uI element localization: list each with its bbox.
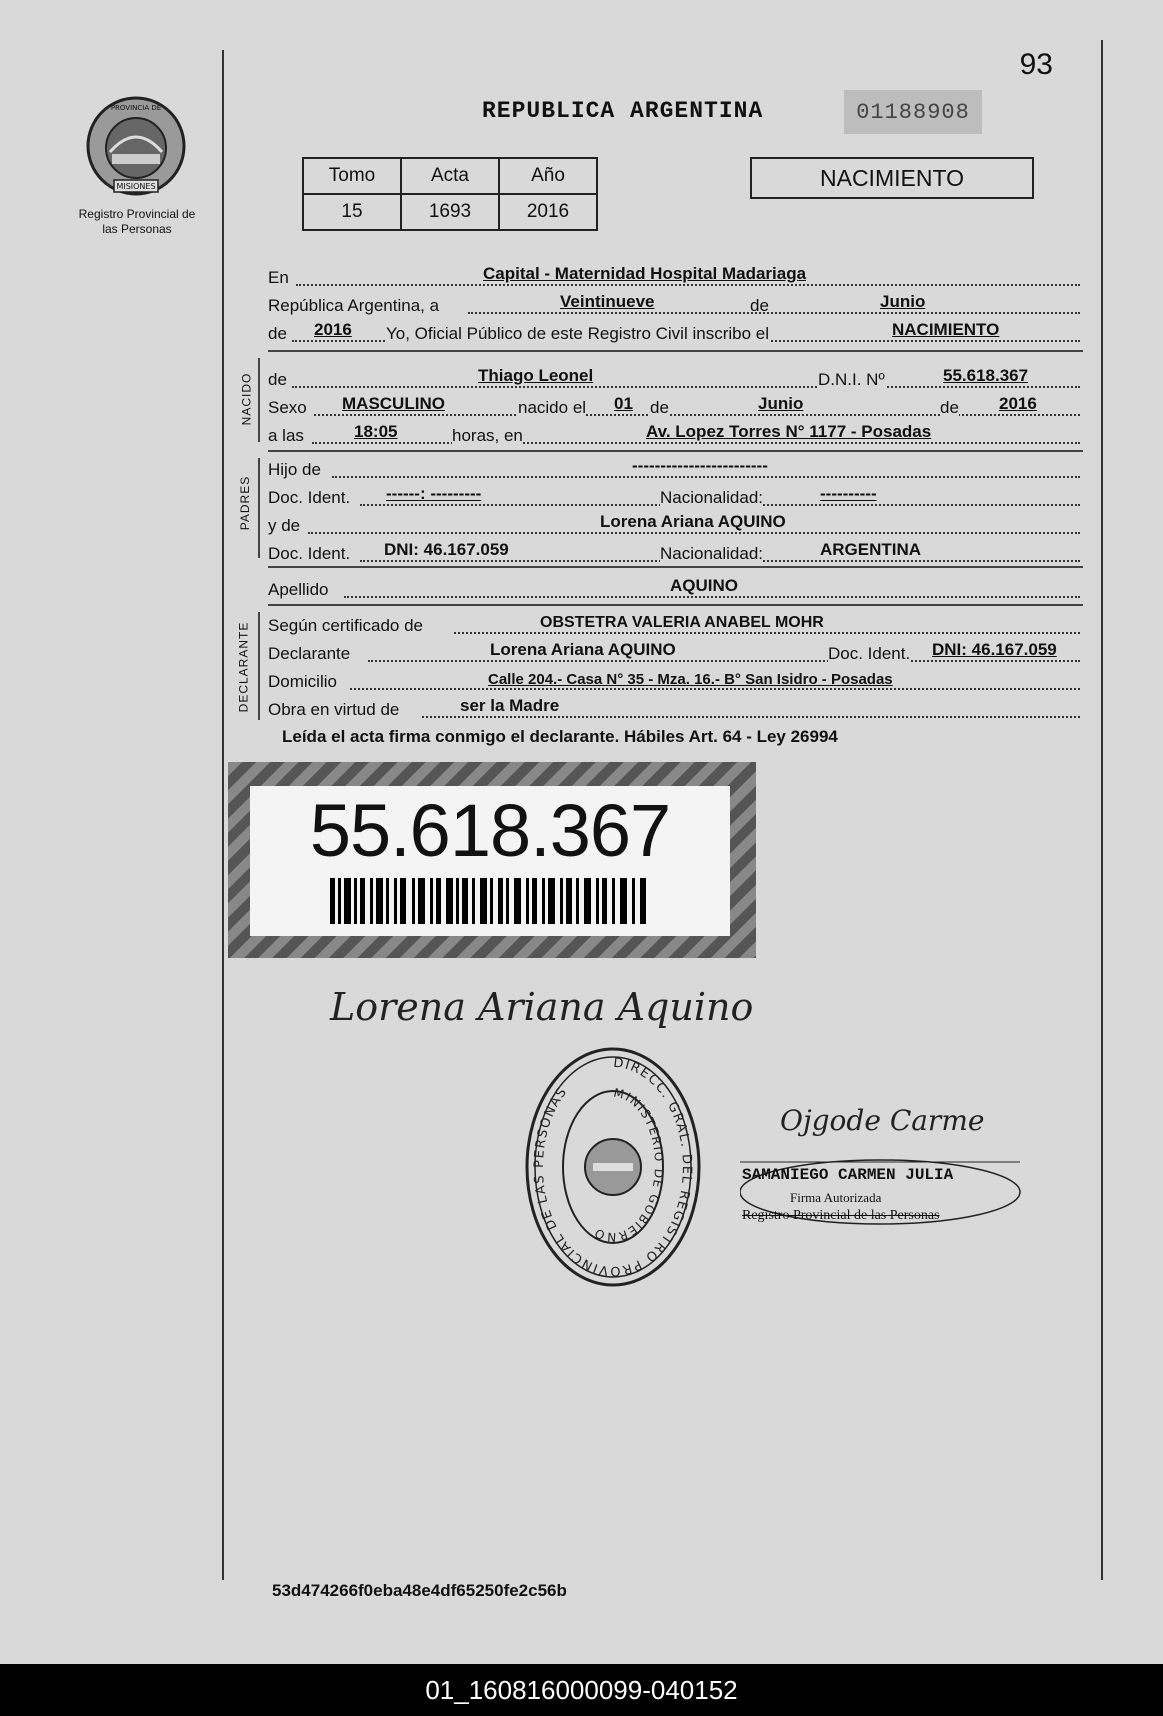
nombre-label: de [268,370,287,389]
declarante-signature: Lorena Ariana Aquino [330,985,754,1029]
doc2-label: Doc. Ident. [268,544,351,563]
year-value: 2016 [314,320,352,339]
doc1-label: Doc. Ident. [268,488,351,507]
sexo-label: Sexo [268,398,307,417]
obra-value: ser la Madre [460,696,560,715]
official-signature-block [740,1082,1030,1232]
decl-value: Lorena Ariana AQUINO [490,640,676,659]
barcode-number: 55.618.367 [309,789,671,872]
official-signature: Ojgode Carme [780,1104,985,1137]
hijo-label: Hijo de [268,460,321,479]
official-role: Firma Autorizada [790,1190,882,1205]
official-name: SAMANIEGO CARMEN JULIA [742,1166,954,1184]
nac1-label: Nacionalidad: [660,488,764,507]
official-stamp [518,1045,708,1305]
line-inscribo [268,318,1080,346]
line-doc2 [268,538,1080,566]
nac2-label: Nacionalidad: [660,544,764,563]
inscribo-label: Yo, Oficial Público de este Registro Civil inscribo el [386,324,769,343]
cert-value: OBSTETRA VALERIA ANABEL MOHR [540,614,824,631]
line-en [268,262,1080,290]
line-hora [268,420,1080,448]
obra-label: Obra en virtud de [268,700,400,719]
official-office: Registro Provincial de las Personas [742,1208,940,1223]
right-margin-line [1101,40,1103,1580]
day-value: Veintinueve [560,292,655,311]
table-value-row [303,194,597,230]
ano-header: Año [499,158,597,194]
document-hash: 53d474266f0eba48e4df65250fe2c56b [272,1581,567,1600]
dom-label: Domicilio [268,672,337,691]
hora-value: 18:05 [354,422,398,441]
barcode-card [250,786,730,936]
republica-label: República Argentina, a [268,296,440,315]
mother-value: Lorena Ariana AQUINO [600,512,786,531]
line-apellido [268,574,1080,602]
decl-doc-label: Doc. Ident. [828,644,911,663]
month-value: Junio [880,292,926,311]
line-obra [268,694,1080,722]
line-domicilio [268,666,1080,694]
svg-text:PROVINCIA DE: PROVINCIA DE [110,104,162,112]
de-label-3: de [650,398,669,417]
birth-day: 01 [614,394,633,413]
page-number: 93 [1019,48,1053,81]
divider [268,566,1083,568]
nacido-section-label: NACIDO [239,372,254,426]
hora-label: a las [268,426,304,445]
de-label-4: de [940,398,959,417]
birth-month: Junio [758,394,804,413]
inscribo-value: NACIMIENTO [892,320,1000,339]
dom-value: Calle 204.- Casa N° 35 - Mza. 16.- B° San Isidro - Posadas [488,671,893,688]
reading-note: Leída el acta firma conmigo el declarante. Hábiles Art. 64 - Ley 26994 [282,727,838,746]
svg-text:MISIONES: MISIONES [116,182,156,191]
document-title: REPUBLICA ARGENTINA [482,98,764,124]
en-label: En [268,268,289,287]
stamp-outer-text: DIRECC. GRAL. DEL REGISTRO PROVINCIAL DE LAS PERSONAS [531,1055,695,1279]
nac2-value: ARGENTINA [820,540,922,559]
dni-value: 55.618.367 [943,366,1029,385]
doc1-value: ------: --------- [386,484,482,503]
doc2-value: DNI: 46.167.059 [384,540,509,559]
cert-label: Según certificado de [268,616,423,635]
hijo-value: ------------------------ [632,456,768,475]
line-hijo [268,454,1080,482]
declarante-section-label: DECLARANTE [236,621,251,713]
padres-section-label: PADRES [238,475,253,531]
decl-label: Declarante [268,644,351,663]
line-nombre [268,364,1080,392]
line-yde [268,510,1080,538]
sexo-value: MASCULINO [342,394,445,413]
line-doc1 [268,482,1080,510]
scan-id-bar [0,1664,1163,1716]
divider [268,604,1083,606]
horas-label: horas, en [452,426,523,445]
dni-label: D.N.I. Nº [818,370,885,389]
line-declarante [268,638,1080,666]
logo-caption: Registro Provincial de las Personas [78,207,196,236]
de-label-2: de [268,324,287,343]
ano-value: 2016 [499,194,597,230]
yde-label: y de [268,516,301,535]
acta-value: 1693 [401,194,499,230]
tomo-header: Tomo [303,158,401,194]
record-type-box: NACIMIENTO [750,157,1034,199]
declarante-bar [258,612,260,720]
birth-year: 2016 [999,394,1037,413]
nacido-bar [258,358,260,442]
line-certificado [268,610,1080,638]
line-republica [268,290,1080,318]
left-margin-line [222,50,224,1580]
serial-number: 01188908 [844,90,982,134]
scan-id: 01_160816000099-040152 [425,1674,738,1705]
decl-doc-value: DNI: 46.167.059 [932,640,1057,659]
en-value: Capital - Maternidad Hospital Madariaga [483,264,807,283]
place-value: Av. Lopez Torres N° 1177 - Posadas [646,422,932,441]
apellido-value: AQUINO [670,576,738,595]
tomo-value: 15 [303,194,401,230]
stamp-inner-text: MINISTERIO DE GOBIERNO [591,1085,667,1245]
nac1-value: ---------- [820,484,877,503]
apellido-label: Apellido [268,580,329,599]
barcode-sticker [228,762,756,958]
tomo-acta-ano-table [302,157,598,231]
nombre-value: Thiago Leonel [478,366,594,385]
table-header-row [303,158,597,194]
barcode-bars [330,878,650,924]
line-sexo [268,392,1080,420]
de-label: de [750,296,769,315]
divider [268,450,1083,452]
nacido-el-label: nacido el [518,398,587,417]
provincial-seal-logo [82,92,190,200]
acta-header: Acta [401,158,499,194]
padres-bar [258,458,260,558]
divider [268,350,1083,352]
